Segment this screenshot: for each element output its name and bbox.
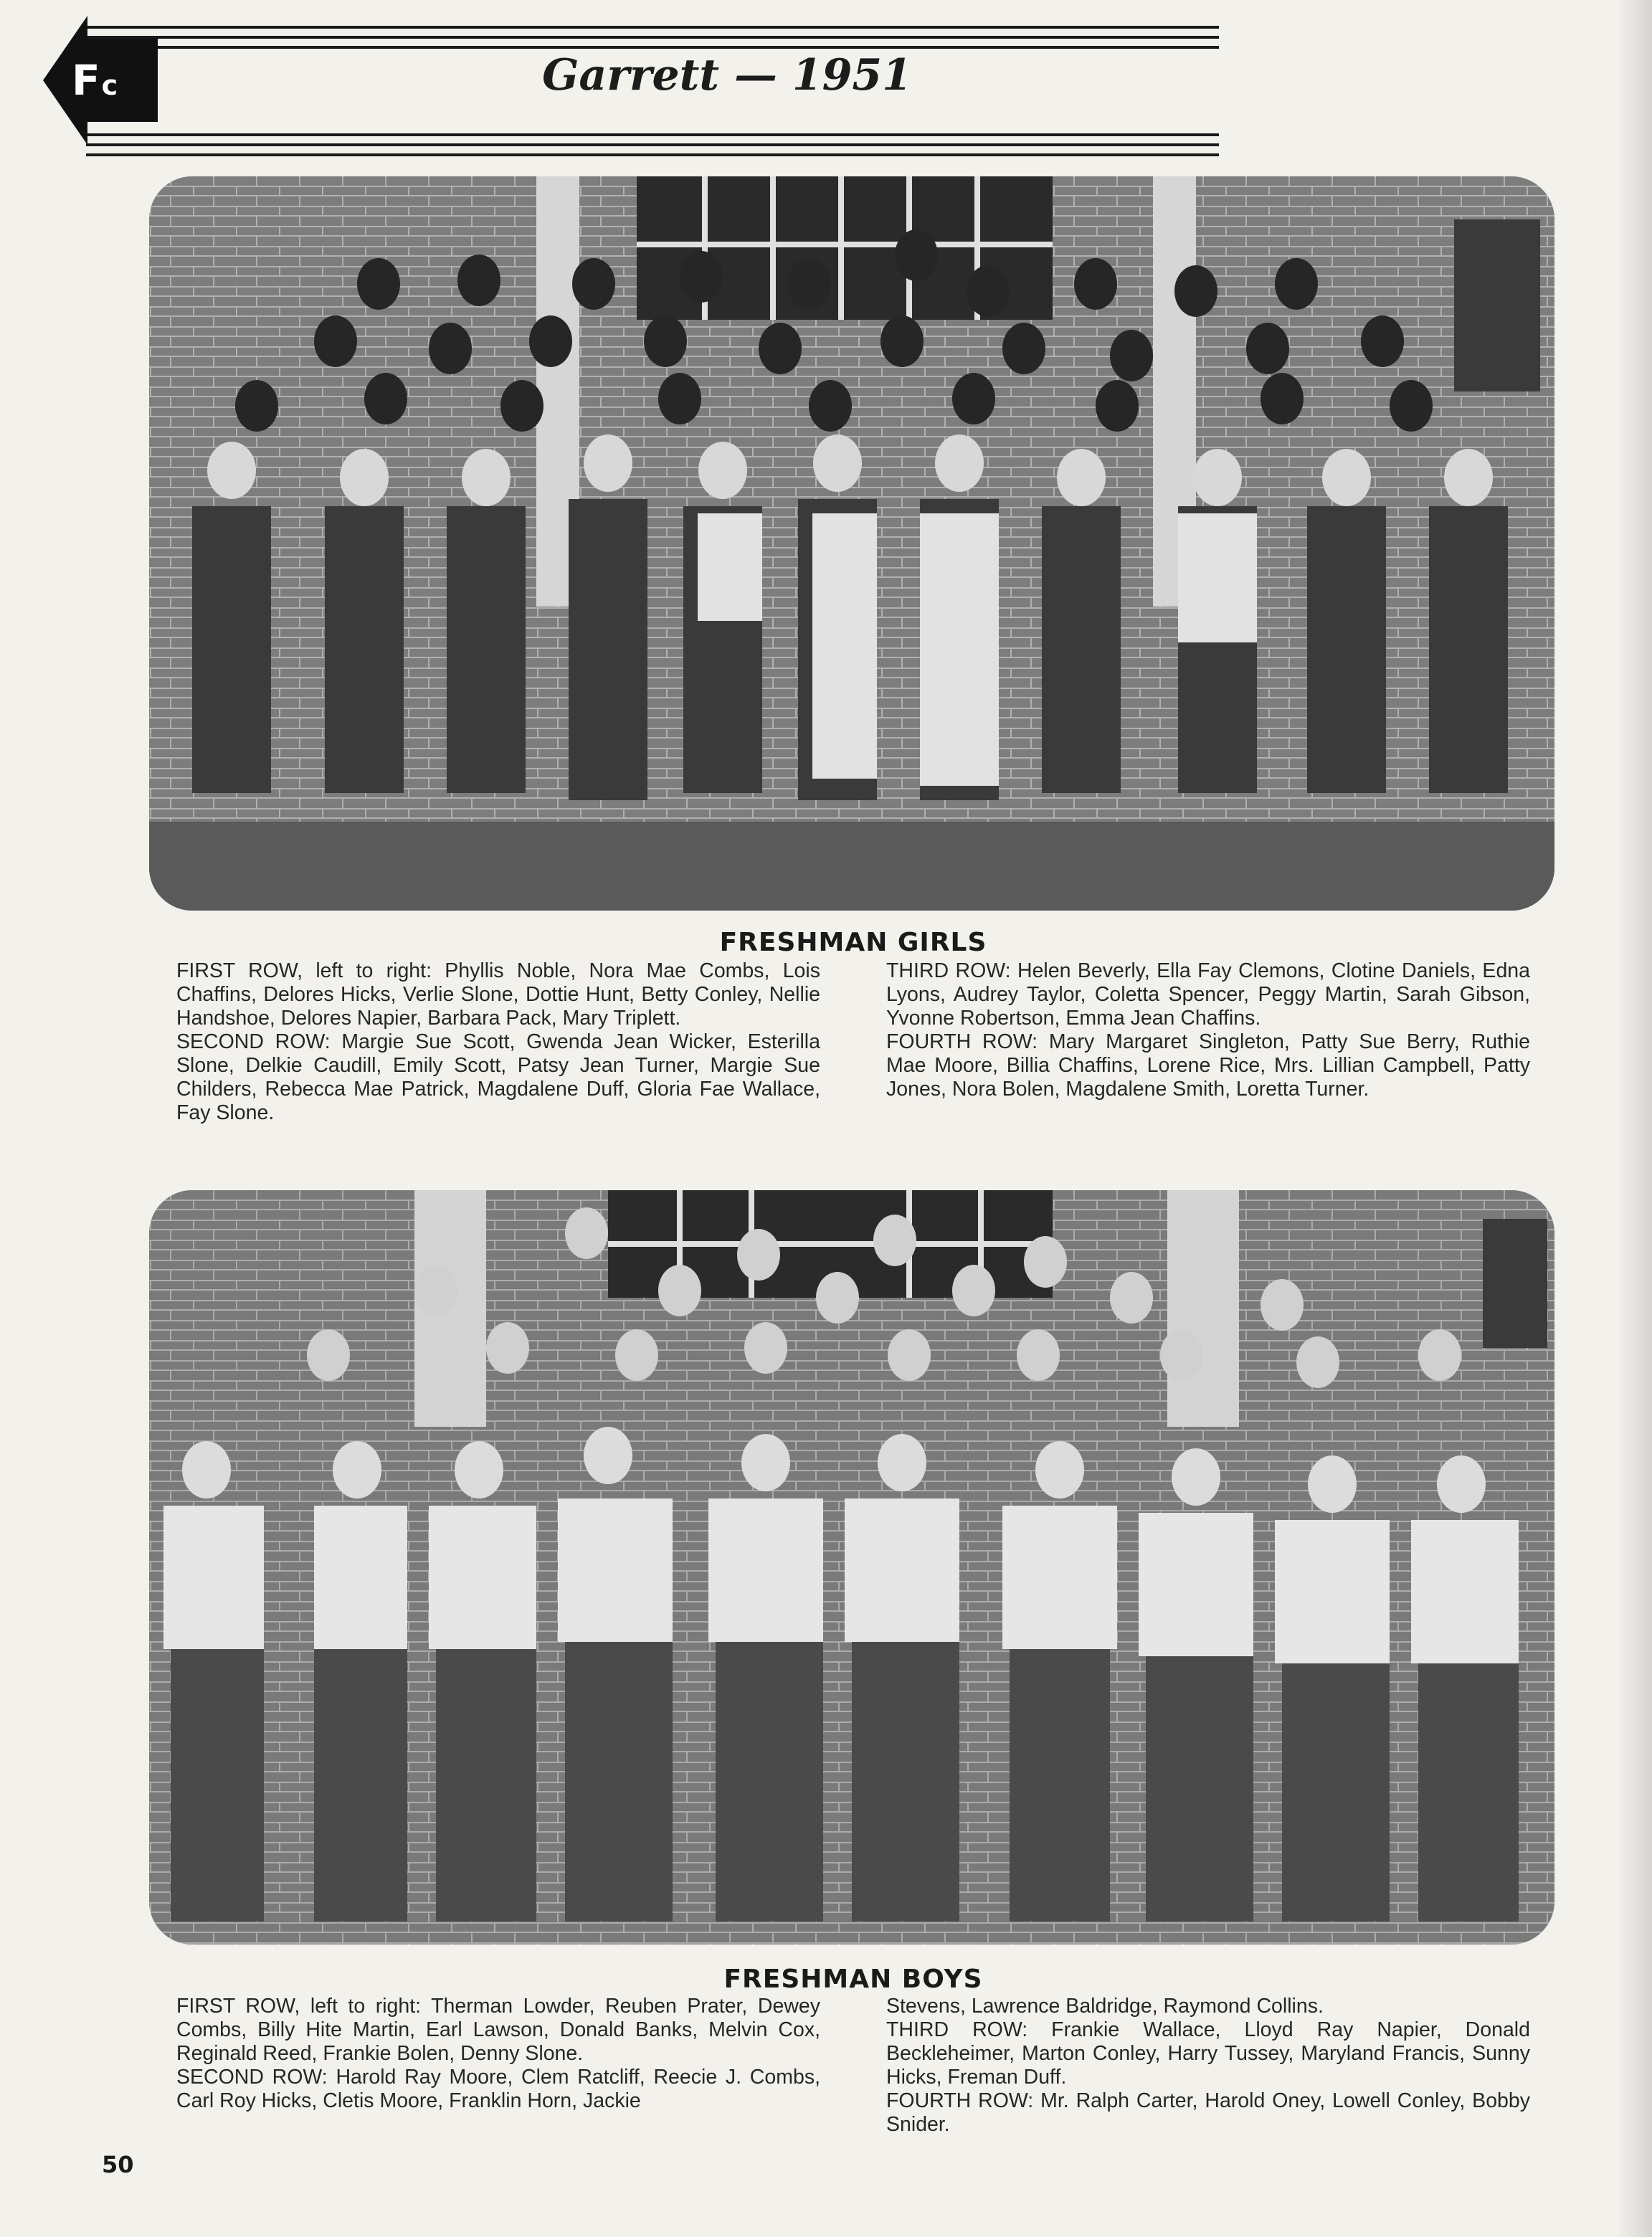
caption-paragraph: FOURTH ROW: Mr. Ralph Carter, Harold Oney, Lowell Conley, Bobby Snider. <box>886 2089 1530 2136</box>
freshman-boys-caption-right <box>886 1995 1530 2137</box>
freshman-girls-heading: FRESHMAN GIRLS <box>719 928 987 957</box>
binding-shadow <box>1616 0 1652 2237</box>
freshman-boys-caption-left <box>176 1995 820 2113</box>
freshman-boys-heading: FRESHMAN BOYS <box>723 1965 983 1994</box>
freshman-boys-photo <box>149 1190 1554 1944</box>
caption-paragraph: SECOND ROW: Harold Ray Moore, Clem Ratcliff, Reecie J. Combs, Carl Roy Hicks, Cletis Moore, Franklin Horn, Jackie <box>176 2066 820 2112</box>
freshman-girls-photo <box>149 176 1554 911</box>
caption-paragraph: SECOND ROW: Margie Sue Scott, Gwenda Jean Wicker, Esterilla Slone, Delkie Caudill, Emily Scott, Patsy Jean Turner, Margie Sue Childers, Rebecca Mae Patrick, Magdalene Duff, Gloria Fae Wallace, Fay Slone. <box>176 1030 820 1124</box>
caption-paragraph: THIRD ROW: Frankie Wallace, Lloyd Ray Napier, Donald Beckleheimer, Marton Conley, Harry Tussey, Maryland Francis, Sunny Hicks, Freman Duff. <box>886 2018 1530 2089</box>
section-badge-sub: c <box>101 70 120 101</box>
caption-paragraph: FIRST ROW, left to right: Therman Lowder, Reuben Prater, Dewey Combs, Billy Hite Martin, Earl Lawson, Donald Banks, Melvin Cox, Reginald Reed, Frankie Bolen, Denny Slone. <box>176 1995 820 2065</box>
caption-paragraph: FOURTH ROW: Mary Margaret Singleton, Patty Sue Berry, Ruthie Mae Moore, Billia Chaffins, Lorene Rice, Mrs. Lillian Campbell, Patty Jones, Nora Bolen, Magdalene Smith, Loretta Turner. <box>886 1030 1530 1101</box>
page-title: Garrett — 1951 <box>531 50 924 100</box>
section-badge <box>72 56 119 105</box>
caption-paragraph: FIRST ROW, left to right: Phyllis Noble, Nora Mae Combs, Lois Chaffins, Delores Hicks, Verlie Slone, Dottie Hunt, Betty Conley, Nellie Handshoe, Delores Napier, Barbara Pack, Mary Triplett. <box>176 959 820 1030</box>
section-badge-main: F <box>72 56 102 105</box>
caption-paragraph: THIRD ROW: Helen Beverly, Ella Fay Clemons, Clotine Daniels, Edna Lyons, Audrey Taylor, Coletta Spencer, Peggy Martin, Sarah Gibson, Yvonne Robertson, Emma Jean Chaffins. <box>886 959 1530 1030</box>
page-number: 50 <box>102 2151 134 2178</box>
caption-paragraph: Stevens, Lawrence Baldridge, Raymond Collins. <box>886 1995 1324 2018</box>
freshman-girls-caption-left <box>176 959 820 1125</box>
freshman-girls-caption-right <box>886 959 1530 1101</box>
